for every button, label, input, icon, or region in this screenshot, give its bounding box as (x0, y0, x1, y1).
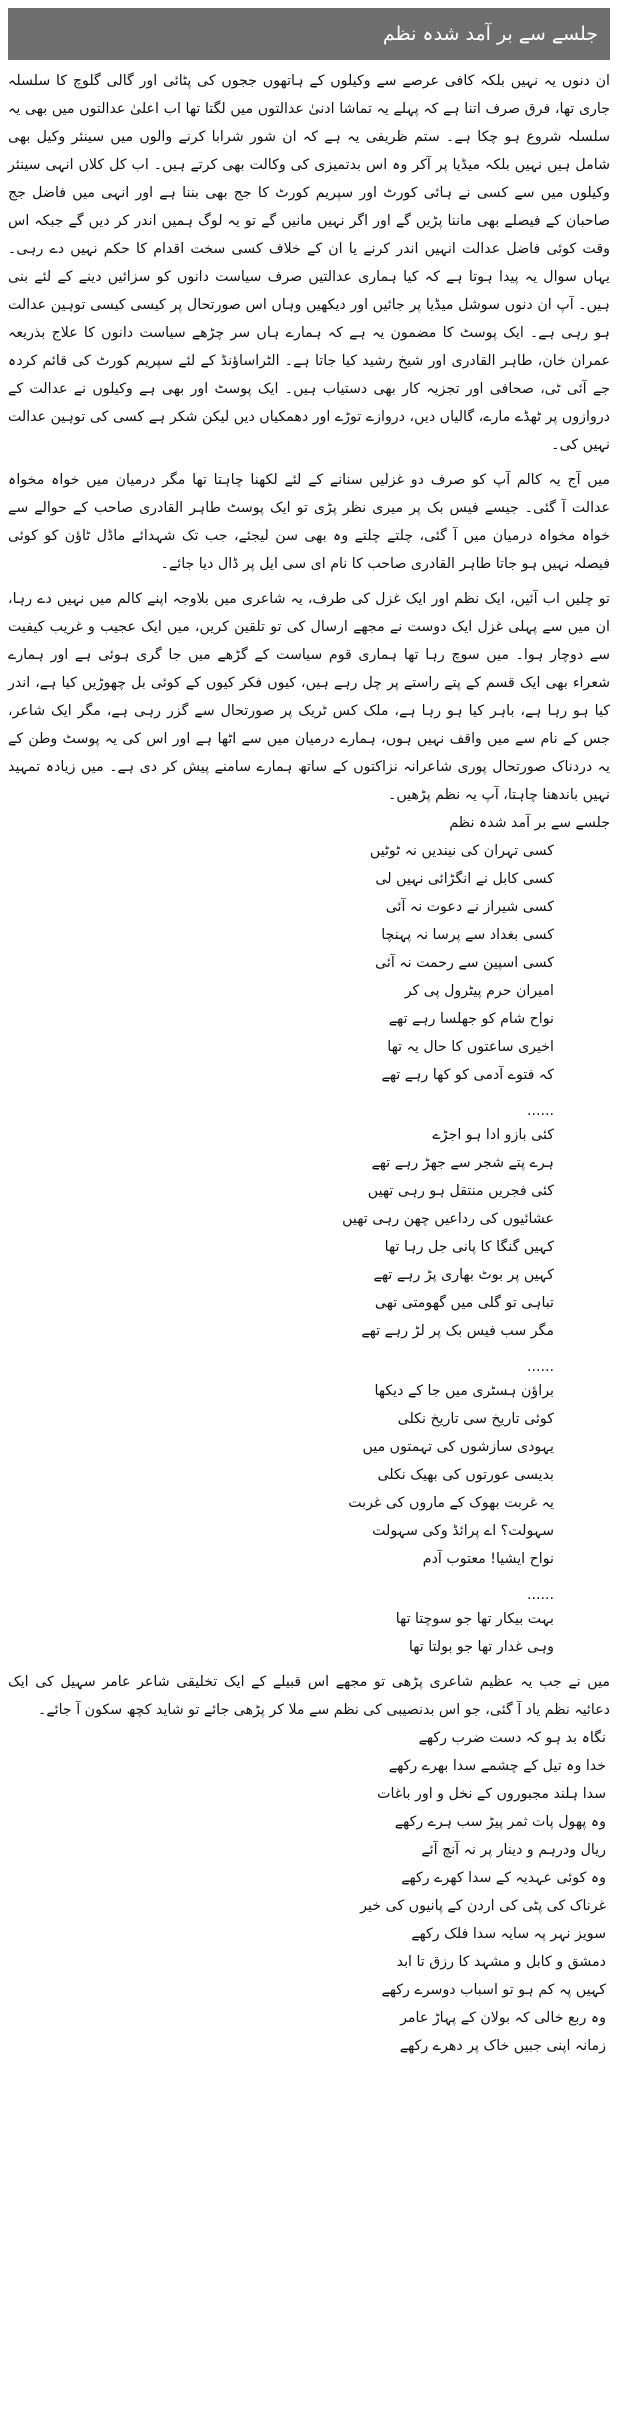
poem-line: سدا ہلند مجبوروں کے نخل و اور باغات (377, 1786, 606, 1802)
poem-stanza-a (8, 837, 610, 1089)
poem-line: نگاہ بد ہو کہ دست ضرب رکھے (418, 1730, 606, 1746)
poem-line: خدا وہ تیل کے چشمے سدا بھرے رکھے (388, 1758, 606, 1774)
article-title-bar (8, 8, 610, 60)
poem-line: کئی فجریں منتقل ہو رہی تھیں (367, 1183, 554, 1199)
poem-closing-lines (8, 1605, 610, 1661)
poem-line: کسی بغداد سے پرسا نہ پہنچا (381, 927, 554, 943)
poem-line: کسی اسپین سے رحمت نہ آئی (375, 955, 554, 971)
poem-line: سہولت؟ اے پرائڈ وکی سہولت (372, 1523, 554, 1539)
poem-line: غرناک کی پٹی کی اردن کے پانیوں کی خیر (360, 1898, 606, 1914)
poem-line: کسی تہران کی نیندیں نہ ٹوٹیں (369, 843, 554, 859)
poem-line: وہ ربع خالی کہ بولان کے پہاڑ عامر (400, 2010, 606, 2026)
poem-line: کسی شیراز نے دعوت نہ آئی (385, 899, 554, 915)
second-paragraph: میں آج یہ کالم آپ کو صرف دو غزلیں سنانے کے لئے لکھنا چاہتا تھا مگر درمیان میں خواہ مخواہ عدالت آ گئی۔ جیسے فیس بک پر میری نظر پڑی تو ایک پوسٹ طاہر القادری صاحب کے حوالے سے خواہ مخواہ درمیان میں آ گئی، چلتے چلتے وہ بھی سن لیجئے، جب تک شہدائے ماڈل ٹاؤن کو کوئی فیصلہ نہیں ہو جاتا طاہر القادری صاحب کا نام ای سی ایل پر ڈال دیا جائے۔ (8, 472, 610, 572)
poem-line: کوئی تاریخ سی تاریخ نکلی (397, 1411, 554, 1427)
poem-line: عشائیوں کی رداعیں چھن رہی تھیں (342, 1211, 554, 1227)
dua-poem (8, 1724, 610, 2060)
poem-line: مگر سب فیس بک پر لڑ رہے تھے (361, 1323, 554, 1339)
poem-line: سویز نہر پہ سایہ سدا فلک رکھے (411, 1926, 606, 1942)
poem-line: تباہی تو گلی میں گھومتی تھی (374, 1295, 554, 1311)
poem-line: ہرے پتے شجر سے جھڑ رہے تھے (371, 1155, 554, 1171)
poem-line: وہی غدار تھا جو بولتا تھا (408, 1639, 554, 1655)
poem-line: کہ فتوے آدمی کو کھا رہے تھے (381, 1067, 554, 1083)
poem-line: کہیں پہ کم ہو تو اسباب دوسرے رکھے (381, 1982, 606, 1998)
poem-line: زمانہ اپنی جبیں خاک پر دھرے رکھے (399, 2038, 606, 2054)
poem-line: بہت بیکار تھا جو سوچتا تھا (395, 1611, 554, 1627)
poem-line: کہیں پر بوٹ بھاری پڑ رہے تھے (373, 1267, 554, 1283)
stanza-separator: ...... (526, 1587, 554, 1603)
poem-stanza-b (8, 1121, 610, 1345)
poem-title: جلسے سے بر آمد شدہ نظم (449, 815, 610, 831)
poem-line: نواح ایشیا! معتوب آدم (422, 1551, 554, 1567)
poem-line: دمشق و کابل و مشہد کا رزق تا ابد (396, 1954, 606, 1970)
poem-line: کئی بازو ادا ہو اجڑے (432, 1127, 554, 1143)
article-page (0, 8, 618, 2411)
poem-line: وہ کوئی عہدیہ کے سدا کھرے رکھے (401, 1870, 606, 1886)
poem-stanza-c (8, 1377, 610, 1573)
poem-line: کہیں گنگا کا پانی جل رہا تھا (384, 1239, 554, 1255)
stanza-separator: ...... (526, 1103, 554, 1119)
stanza-separator: ...... (526, 1359, 554, 1375)
poem-line: وہ پھول پات ثمر پیڑ سب ہرے رکھے (394, 1814, 606, 1830)
poem-line: نواح شام کو جھلسا رہے تھے (388, 1011, 554, 1027)
poem-line: یہ غربت بھوک کے ماروں کی غربت (348, 1495, 554, 1511)
poem-line: بدیسی عورتوں کی بھیک نکلی (377, 1467, 554, 1483)
poem-line: یہودی سازشوں کی تہمتوں میں (362, 1439, 554, 1455)
poem-line: امیران حرم پیٹرول پی کر (404, 983, 554, 999)
article-title: جلسے سے بر آمد شدہ نظم (382, 23, 598, 45)
poem-line: ریال ودرہم و دینار پر نہ آنچ آئے (421, 1842, 606, 1858)
third-paragraph: تو چلیں اب آئیں، ایک نظم اور ایک غزل کی طرف، یہ شاعری میں بلاوجہ اپنے کالم میں نہیں دے رہا، ان میں سے پہلی غزل ایک دوست نے مجھے ارسال کی تو تلقین کریں، میں ایک عجیب و غریب کیفیت سے دوچار ہوا۔ میں سوچ رہا تھا ہماری قوم سیاست کے گڑھے میں جا گری ہوئی ہے اور ہمارے شعراء بھی ایک قسم کے پتے راستے پر چل رہے ہیں، کیوں فکر کیوں کے کوئی بل چھوڑیں کیا ہے، اندر کیا ہو رہا ہے، باہر کیا ہو رہا ہے، ملک کس ٹریک پر صورتحال سے گزر رہی ہے، مگر ایک شاعر، جس کے نام سے میں واقف نہیں ہوں، ہمارے درمیان میں سے اٹھا ہے اور اس کی یہ پوسٹ وطن کے یہ دردناک صورتحال پوری شاعرانہ نزاکتوں کے ساتھ ہمارے سامنے پیش کر دی ہے۔ میں زیادہ تمہید نہیں باندھنا چاہتا، آپ یہ نظم پڑھیں۔ (8, 591, 610, 803)
intro-paragraph: ان دنوں یہ نہیں بلکہ کافی عرصے سے وکیلوں کے ہاتھوں ججوں کی پٹائی اور گالی گلوچ کا سلسلہ جاری تھا، فرق صرف اتنا ہے کہ پہلے یہ تماشا ادنیٰ عدالتوں میں لگتا تھا اب اعلیٰ عدالتوں میں بھی یہ سلسلہ شروع ہو چکا ہے۔ ستم ظریفی یہ ہے کہ ان شور شرابا کرنے والوں میں سینئر وکیل بھی شامل ہیں نہیں بلکہ میڈیا پر آکر وہ اس بدتمیزی کی وکالت بھی کرتے ہیں۔ اب کل کلاں انہی سینئر وکیلوں میں سے کسی نے ہائی کورٹ اور سپریم کورٹ کا جج بھی بننا ہے اور انہی میں فاضل جج صاحبان کے فیصلے بھی ماننا پڑیں گے اور اگر نہیں مانیں گے تو یہ لوگ ہمیں اندر کر دیں گے جبکہ اس وقت کوئی فاضل عدالت انہیں اندر کرنے یا ان کے خلاف کسی سخت اقدام کا حکم نہیں دے رہی۔ یہاں سوال یہ پیدا ہوتا ہے کہ کیا ہماری عدالتیں صرف سیاست دانوں کو سزائیں دینے کے لئے بنی ہیں۔ آپ ان دنوں سوشل میڈیا پر جائیں اور دیکھیں وہاں اس صورتحال پر کیسی کیسی توہین عدالت ہو رہی ہے۔ ایک پوسٹ کا مضمون یہ ہے کہ ہمارے ہاں سر چڑھے سیاست دانوں کا علاج بذریعہ عمران خان، طاہر القادری اور شیخ رشید کیا جاتا ہے۔ الٹراساؤنڈ کے لئے سپریم کورٹ کی قائم کردہ جے آئی ٹی، صحافی اور تجزیہ کار بھی دستیاب ہیں۔ ایک پوسٹ اور بھی ہے وکیلوں نے عدالت کے دروازوں پر ٹھڈے مارے، گالیاں دیں، دروازے توڑے اور دھمکیاں دیں لیکن شکر ہے کسی کی توہین عدالت نہیں کی۔ (8, 73, 610, 453)
poem-line: کسی کابل نے انگڑائی نہیں لی (375, 871, 554, 887)
poem-line: براؤن ہسٹری میں جا کے دیکھا (374, 1383, 554, 1399)
fourth-paragraph: میں نے جب یہ عظیم شاعری پڑھی تو مجھے اس قبیلے کے ایک تخلیقی شاعر عامر سہیل کی ایک دعائیہ نظم یاد آ گئی، جو اس بدنصیبی کی نظم سے ملا کر پڑھی جائے تو شاید کچھ سکون آ جائے۔ (8, 1674, 610, 1718)
poem-line: اخیری ساعتوں کا حال یہ تھا (387, 1039, 554, 1055)
